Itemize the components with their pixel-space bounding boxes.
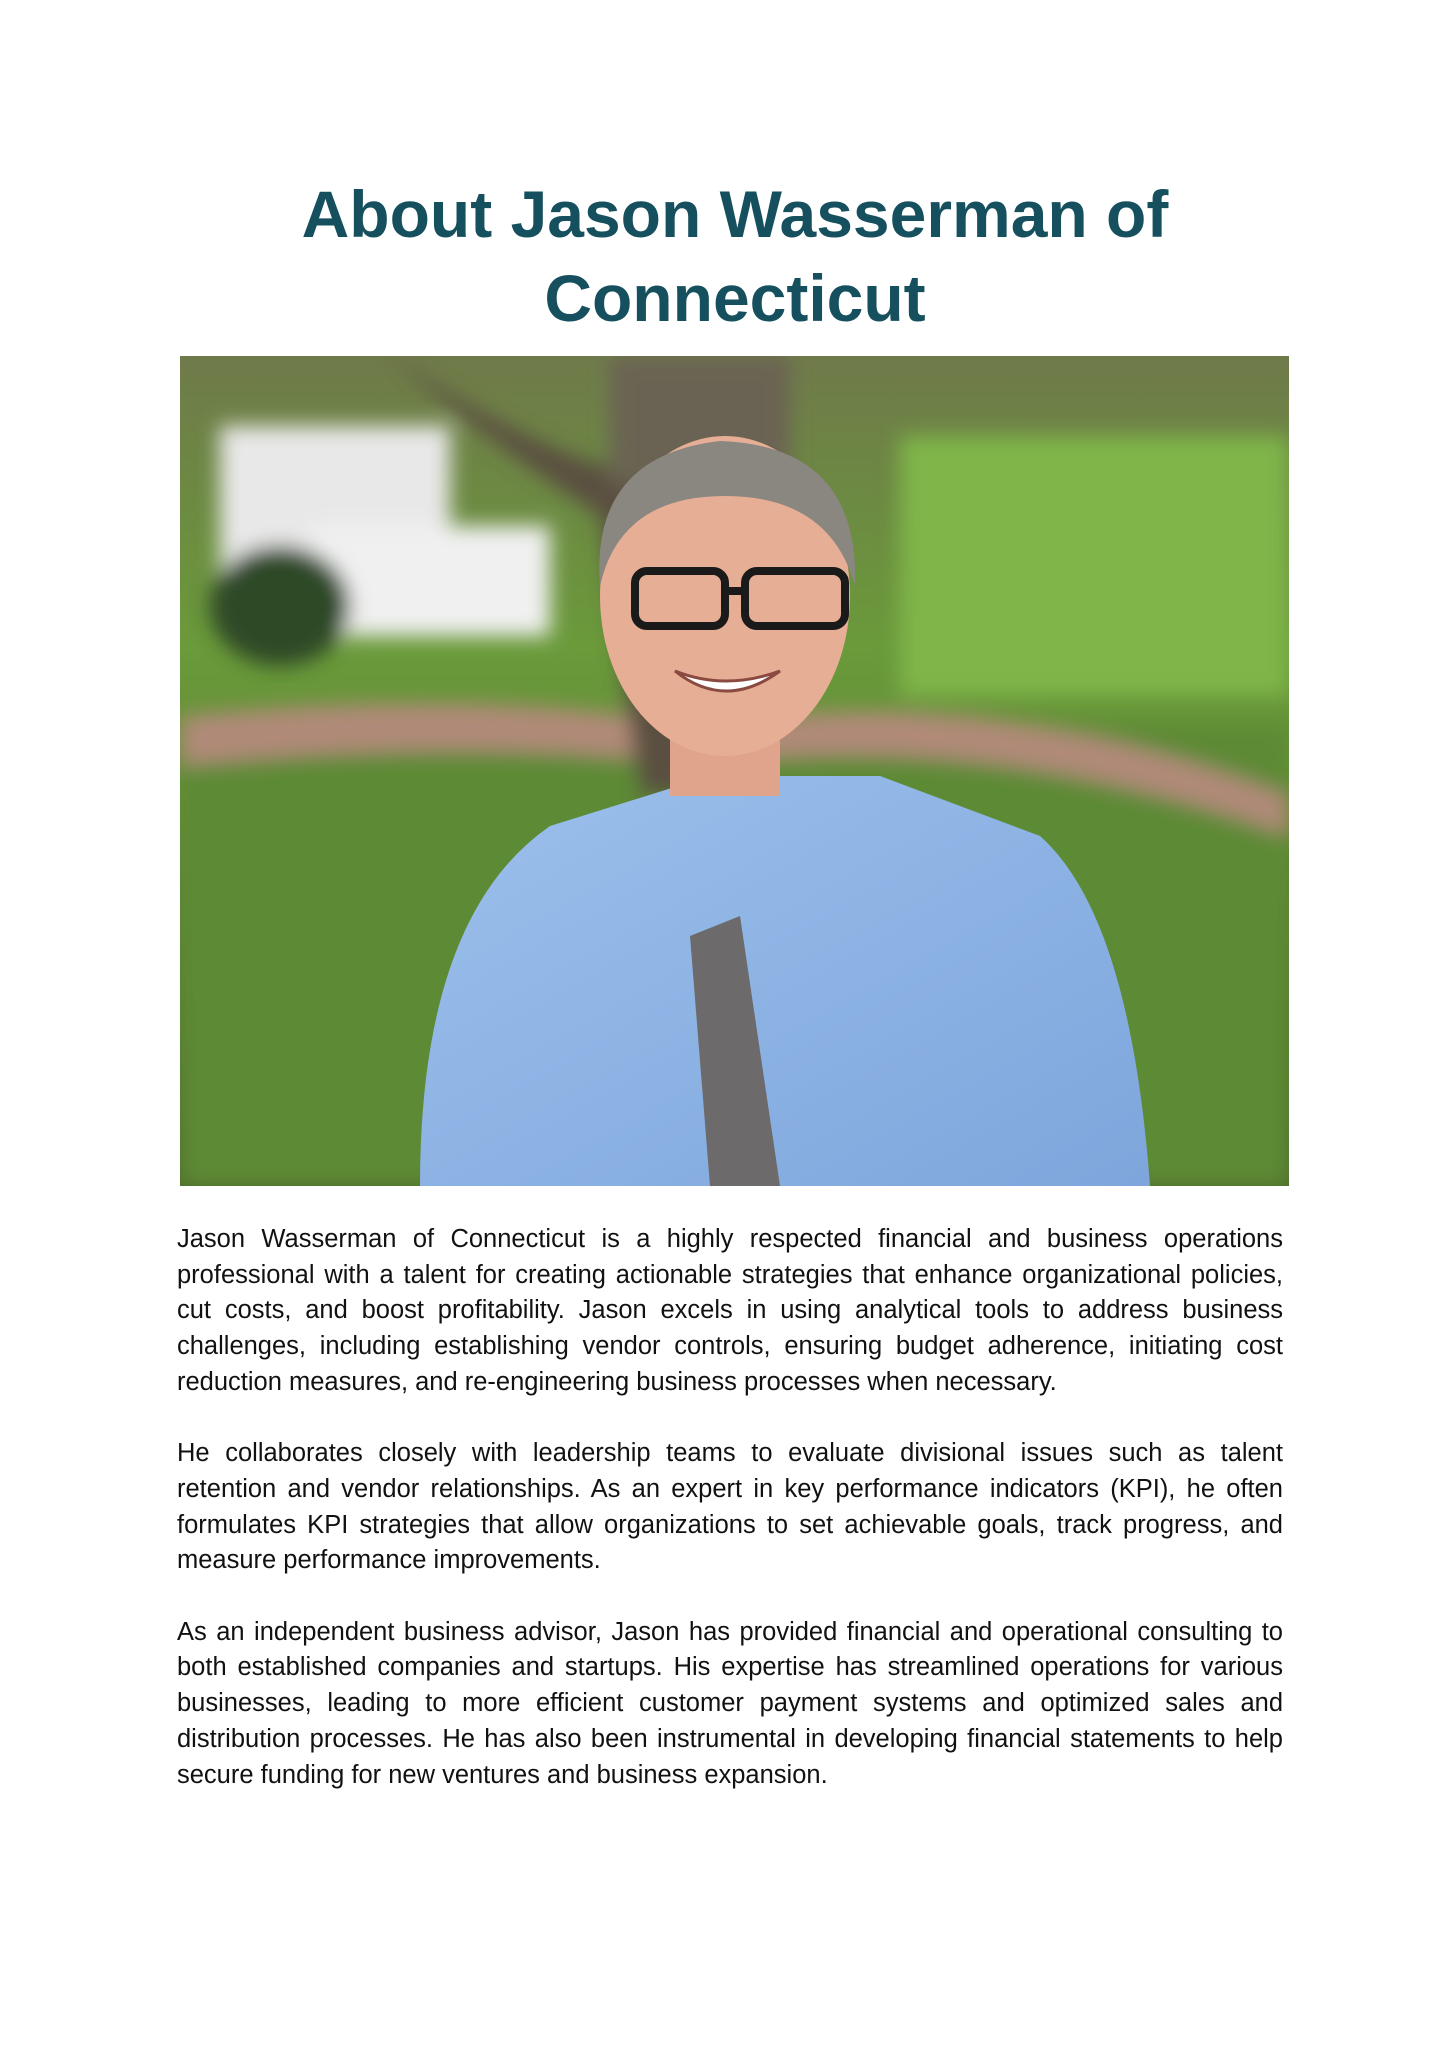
paragraph: Jason Wasserman of Connecticut is a highly respected financial and business operations professional with a talent for creating actionable strategies that enhance organizational policies, cut costs, and boost profitability. Jason excels in using analytical tools to address business challenges, including establishing vendor controls, ensuring budget adherence, initiating cost reduction measures, and re-engineering business processes when necessary. [177,1225,1283,1396]
portrait-photo [180,356,1289,1186]
paragraph: As an independent business advisor, Jason has provided financial and operational consulting to both established companies and startups. His expertise has streamlined operations for various businesses, leading to more efficient customer payment systems and optimized sales and distribution processes. He has also been instrumental in developing financial statements to help secure funding for new ventures and business expansion. [177,1617,1283,1789]
article-body [177,1222,1283,1829]
page-title: About Jason Wasserman of Connecticut [301,177,1169,335]
paragraph: He collaborates closely with leadership teams to evaluate divisional issues such as talent retention and vendor relationships. As an expert in key performance indicators (KPI), he often formulates KPI strategies that allow organizations to set achievable goals, track progress, and measure performance improvements. [177,1439,1283,1575]
